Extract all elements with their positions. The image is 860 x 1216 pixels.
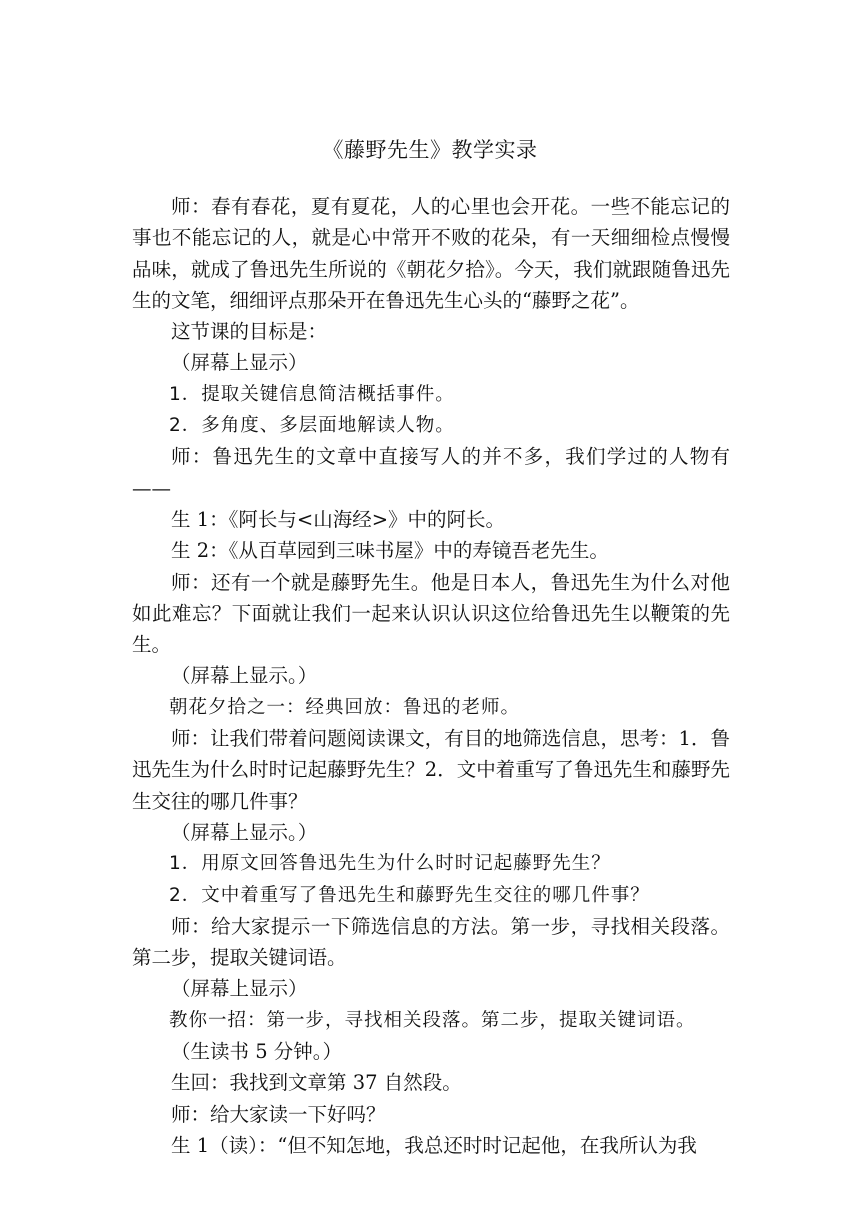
screen-display-line: 2．文中着重写了鲁迅先生和藤野先生交往的哪几件事？ [169, 884, 650, 906]
paragraph: 生 1（读）：“但不知怎地，我总还时时记起他，在我所认为我 [171, 1133, 697, 1157]
document-title: 《藤野先生》教学实录 [322, 138, 538, 162]
paragraph: （生读书 5 分钟。） [171, 1040, 343, 1064]
document-body [132, 191, 730, 1161]
paragraph: 师：春有春花，夏有夏花，人的心里也会开花。一些不能忘记的事也不能忘记的人，就是心中常开不败的花朵，有一天细细检点慢慢品味，就成了鲁迅先生所说的《朝花夕拾》。今天，我们就跟随鲁迅先生的文笔，细细评点那朵开在鲁迅先生心头的“藤野之花”。 [132, 195, 730, 312]
screen-display-line: 教你一招：第一步，寻找相关段落。第二步，提取关键词语。 [169, 1009, 696, 1031]
paragraph: 师：让我们带着问题阅读课文，有目的地筛选信息，思考：1．鲁迅先生为什么时时记起藤野先生？2．文中着重写了鲁迅先生和藤野先生交往的哪几件事？ [132, 727, 730, 813]
paragraph: 师：鲁迅先生的文章中直接写人的并不多，我们学过的人物有—— [132, 445, 730, 500]
paragraph: （屏幕上显示） [171, 351, 308, 375]
screen-display-line: 1．用原文回答鲁迅先生为什么时时记起藤野先生？ [169, 853, 611, 875]
paragraph: 师：还有一个就是藤野先生。他是日本人，鲁迅先生为什么对他如此难忘？下面就让我们一起来认识认识这位给鲁迅先生以鞭策的先生。 [132, 570, 730, 657]
paragraph: 生 1：《阿长与<山海经>》中的阿长。 [171, 507, 506, 531]
paragraph: （屏幕上显示。） [171, 820, 318, 844]
screen-display-line: 1．提取关键信息简洁概括事件。 [169, 383, 455, 405]
paragraph: 生回：我找到文章第 37 自然段。 [171, 1071, 462, 1095]
paragraph: （屏幕上显示。） [171, 664, 318, 688]
paragraph: 这节课的目标是： [171, 320, 328, 344]
paragraph: （屏幕上显示） [171, 977, 308, 1001]
paragraph: 生 2：《从百草园到三味书屋》中的寿镜吾老先生。 [171, 539, 609, 563]
screen-display-line: 朝花夕拾之一：经典回放：鲁迅的老师。 [169, 696, 521, 718]
paragraph: 师：给大家读一下好吗？ [171, 1102, 386, 1126]
paragraph: 师：给大家提示一下筛选信息的方法。第一步，寻找相关段落。第二步，提取关键词语。 [132, 914, 730, 970]
screen-display-line: 2．多角度、多层面地解读人物。 [169, 415, 455, 437]
